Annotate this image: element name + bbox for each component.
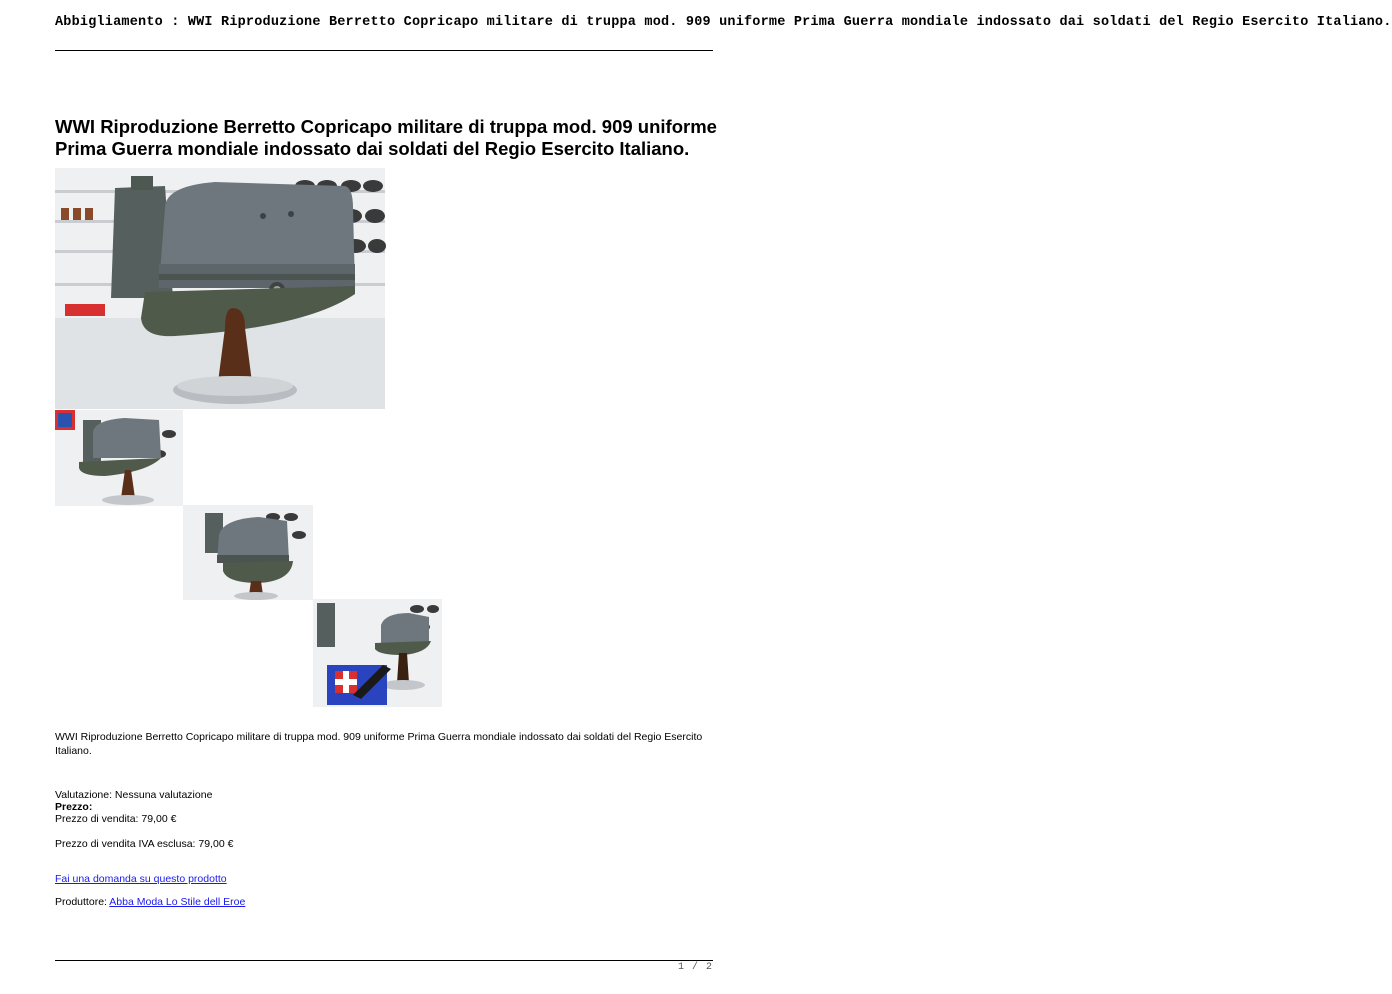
sale-price-ex-vat: Prezzo di vendita IVA esclusa: 79,00 € (55, 838, 234, 850)
product-thumbnail-2[interactable] (183, 505, 313, 600)
price-heading: Prezzo: (55, 801, 93, 813)
header-divider (55, 50, 713, 51)
manufacturer-line (55, 896, 245, 909)
manufacturer-label: Produttore: (55, 896, 110, 908)
ask-question-link[interactable]: Fai una domanda su questo prodotto (55, 873, 227, 885)
sale-price: Prezzo di vendita: 79,00 € (55, 813, 177, 825)
product-thumbnail-1[interactable] (55, 410, 183, 506)
page-header-breadcrumb: Abbigliamento : WWI Riproduzione Berretto Copricapo militare di truppa mod. 909 uniforme Prima Guerra mondiale indossato dai soldati del Regio Esercito Italiano. (55, 15, 1392, 30)
product-image-main[interactable] (55, 168, 385, 409)
page-indicator: 1 / 2 (677, 962, 713, 973)
product-rating: Valutazione: Nessuna valutazione (55, 789, 213, 801)
product-title: WWI Riproduzione Berretto Copricapo militare di truppa mod. 909 uniforme Prima Guerra mondiale indossato dai soldati del Regio Esercito Italiano. (55, 116, 717, 159)
product-thumbnail-3[interactable] (313, 599, 442, 707)
manufacturer-link[interactable]: Abba Moda Lo Stile dell Eroe (109, 896, 246, 908)
footer-divider (55, 960, 713, 961)
ask-question-line (55, 873, 227, 886)
product-description: WWI Riproduzione Berretto Copricapo militare di truppa mod. 909 uniforme Prima Guerra mondiale indossato dai soldati del Regio Esercito Italiano. (55, 731, 703, 757)
